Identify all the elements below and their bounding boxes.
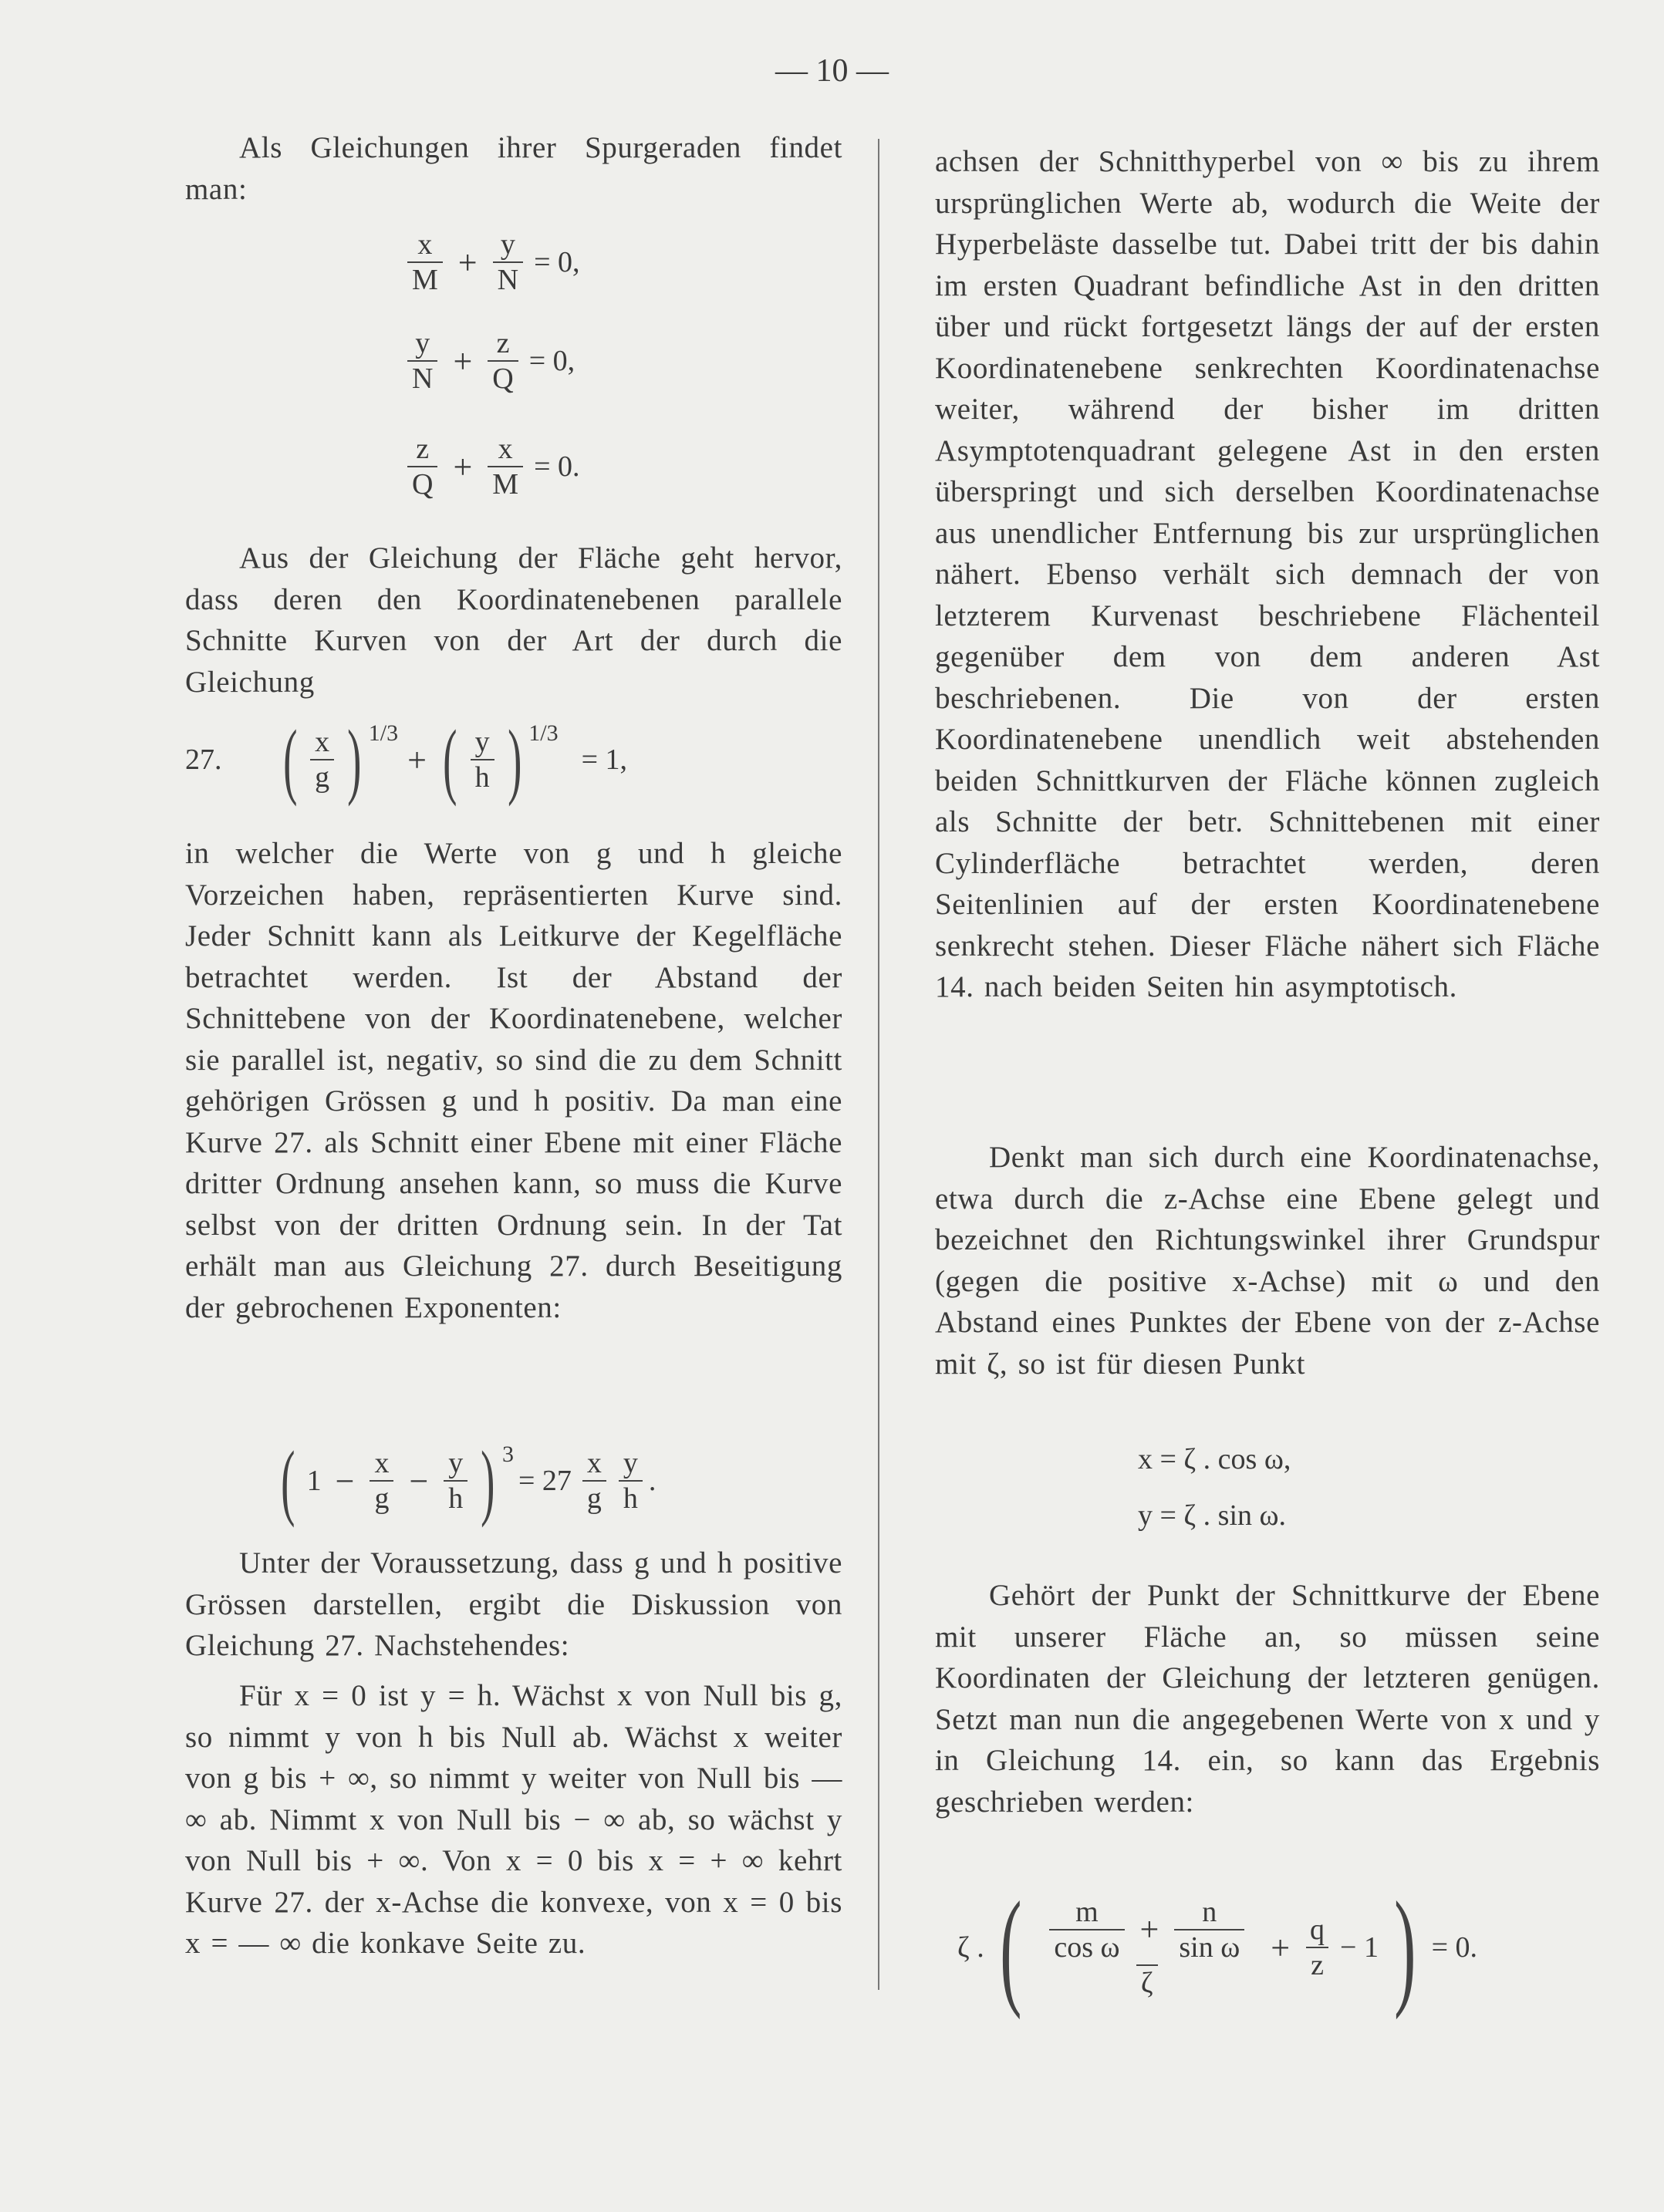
den: M	[407, 261, 443, 297]
equation-27: 27. ( $\frac{x}{g}$ ) 1/3 + ( $\frac{y}{h}$ ) 1/3 = 1,	[185, 713, 628, 807]
paragraph-diskussion: Für x = 0 ist y = h. Wächst x von Null bis g, so nimmt y von h bis Null ab. Wächst x weiter von g bis + ∞, so nimmt y weiter von Null bis — ∞ ab. Nimmt x von Null bis − ∞ ab, so wächst y von Null bis + ∞. Von x = 0 bis x = + ∞ kehrt Kurve 27. der x-Achse die konvexe, von x = 0 bis x = — ∞ die konkave Seite zu.	[185, 1679, 842, 1960]
den: Q	[407, 466, 437, 501]
num: z	[416, 433, 430, 465]
rhs: = 0.	[534, 450, 580, 483]
paragraph-voraussetzung: Unter der Voraussetzung, dass g und h positive Grössen darstellen, ergibt die Diskussion von Gleichung 27. Nachstehendes:	[185, 1546, 842, 1662]
num: z	[496, 327, 510, 359]
num: y	[474, 726, 490, 758]
num: x	[498, 433, 513, 465]
rhs: = 0.	[1431, 1931, 1478, 1964]
operator: −	[409, 1462, 429, 1500]
den: sin ω	[1174, 1929, 1244, 1964]
den: h	[619, 1480, 643, 1516]
paragraph-hyperbel: achsen der Schnitthyperbel von ∞ bis zu ihrem ursprünglichen Werte ab, wodurch die Weite der Hyperbeläste dasselbe tut. Dabei tritt der bis dahin im ersten Quadrant befindliche Ast in den dritten über und rückt fortgesetzt längs der auf der ersten Koordinatenebene senkrechten Koordinatenachse weiter, während der bisher im dritten Asymptotenquadrant gelegene Ast in den ersten überspringt und sich derselben Koordinatenachse aus unendlicher Entfernung bis zur ursprünglichen nähert. Ebenso verhält sich demnach der von letzterem Kurvenast beschriebene Flächenteil gegenüber dem von dem anderen Ast beschriebenen. Die von der ersten Koordinatenebene unendlich weit abstehenden beiden Schnittkurven der Fläche können zugleich als Schnitte der betr. Schnittebenen mit einer Cylinderfläche betrachtet werden, deren Seitenlinien auf der ersten Koordinatenebene senkrecht stehen. Dieser Fläche nähert sich Fläche 14. nach beiden Seiten hin asymptotisch.	[935, 145, 1600, 1003]
operator: −	[335, 1462, 355, 1500]
rhs: = 0,	[534, 246, 580, 278]
equation-1	[401, 228, 585, 297]
den: N	[493, 261, 523, 297]
equation-3	[401, 432, 585, 501]
den: N	[407, 360, 437, 396]
num: y	[415, 327, 430, 359]
operator: +	[457, 243, 478, 282]
num: y	[500, 228, 515, 261]
zeta: ζ .	[957, 1931, 984, 1964]
num: m	[1075, 1896, 1099, 1928]
minus-one: − 1	[1340, 1931, 1379, 1964]
equation-cubic: ( 1 − $\frac{x}{g}$ − $\frac{y}{h}$ ) 3 = 27 $\frac{x}{g}$ $\frac{y}{h}$ .	[281, 1434, 656, 1528]
den: g	[370, 1480, 393, 1516]
den: g	[582, 1480, 606, 1516]
den: ζ	[1136, 1964, 1158, 2000]
num: y	[448, 1447, 464, 1479]
operator: +	[407, 740, 427, 779]
exponent: 1/3	[528, 720, 559, 746]
paragraph-flaeche: Aus der Gleichung der Fläche geht hervor, dass deren den Koordinatenebenen parallele Schnitte Kurven von der Art der durch die Gleichung	[185, 541, 842, 699]
num: x	[586, 1447, 602, 1479]
den: cos ω	[1049, 1929, 1124, 1964]
den: h	[444, 1480, 467, 1516]
operator: +	[453, 342, 473, 380]
exponent: 1/3	[368, 720, 399, 746]
den: z	[1306, 1947, 1328, 1982]
num: x	[417, 228, 433, 261]
num: y	[623, 1447, 638, 1479]
num: x	[374, 1447, 390, 1479]
operator: +	[453, 447, 473, 486]
end: .	[648, 1465, 656, 1497]
column-divider	[878, 139, 879, 1990]
den: Q	[488, 360, 518, 396]
den: h	[471, 759, 494, 794]
page-number: — 10 —	[775, 53, 889, 89]
num: n	[1202, 1896, 1217, 1928]
rhs: = 27	[518, 1465, 572, 1497]
paragraph-koordinatenachse: Denkt man sich durch eine Koordinatenachse, etwa durch die z-Achse eine Ebene gelegt und bezeichnet den Richtungswinkel ihrer Grundspur (gegen die positive x-Achse) mit ω und den Abstand eines Punktes der Ebene von der z-Achse mit ζ, so ist für diesen Punkt	[935, 1141, 1600, 1381]
one: 1	[306, 1465, 322, 1497]
rhs: = 0,	[528, 345, 575, 377]
den: g	[310, 759, 334, 794]
paragraph-leitkurve: in welcher die Werte von g und h gleiche Vorzeichen haben, repräsentierten Kurve sind. Jeder Schnitt kann als Leitkurve der Kegelfläche betrachtet werden. Ist der Abstand der Schnittebene von der Koordinatenebene, welcher sie parallel ist, negativ, so sind die zu dem Schnitt gehörigen Grössen g und h positiv. Da man eine Kurve 27. als Schnitt einer Ebene mit einer Fläche dritter Ordnung ansehen kann, so muss die Kurve selbst von der dritten Ordnung sein. In der Tat erhält man aus Gleichung 27. durch Beseitigung der gebrochenen Exponenten:	[185, 837, 842, 1324]
operator: +	[1271, 1928, 1291, 1967]
paragraph-spurgeraden: Als Gleichungen ihrer Spurgeraden findet man:	[185, 131, 842, 206]
operator: +	[1139, 1910, 1159, 1948]
rhs: = 1,	[581, 744, 628, 776]
den: M	[488, 466, 523, 501]
equation-y: y = ζ . sin ω.	[1138, 1499, 1287, 1532]
equation-x: x = ζ . cos ω,	[1138, 1443, 1291, 1475]
equation-2	[401, 326, 579, 396]
exponent: 3	[501, 1442, 514, 1467]
num: x	[315, 726, 330, 758]
equation-label: 27.	[185, 744, 222, 776]
equation-final: ζ . ( $\frac{m}{\text{cos ω}}$ + $\frac{n}{\text{sin ω}}$ ζ + $\frac{q}{z}$ − 1 ) = 0.	[957, 1875, 1478, 2020]
paragraph-schnittkurve: Gehört der Punkt der Schnittkurve der Ebene mit unserer Fläche an, so müssen seine Koordinaten der Gleichung der letzteren genügen. Setzt man nun die angegebenen Werte von x und y in Gleichung 14. ein, so kann das Ergebnis geschrieben werden:	[935, 1579, 1600, 1819]
num: q	[1310, 1914, 1325, 1946]
